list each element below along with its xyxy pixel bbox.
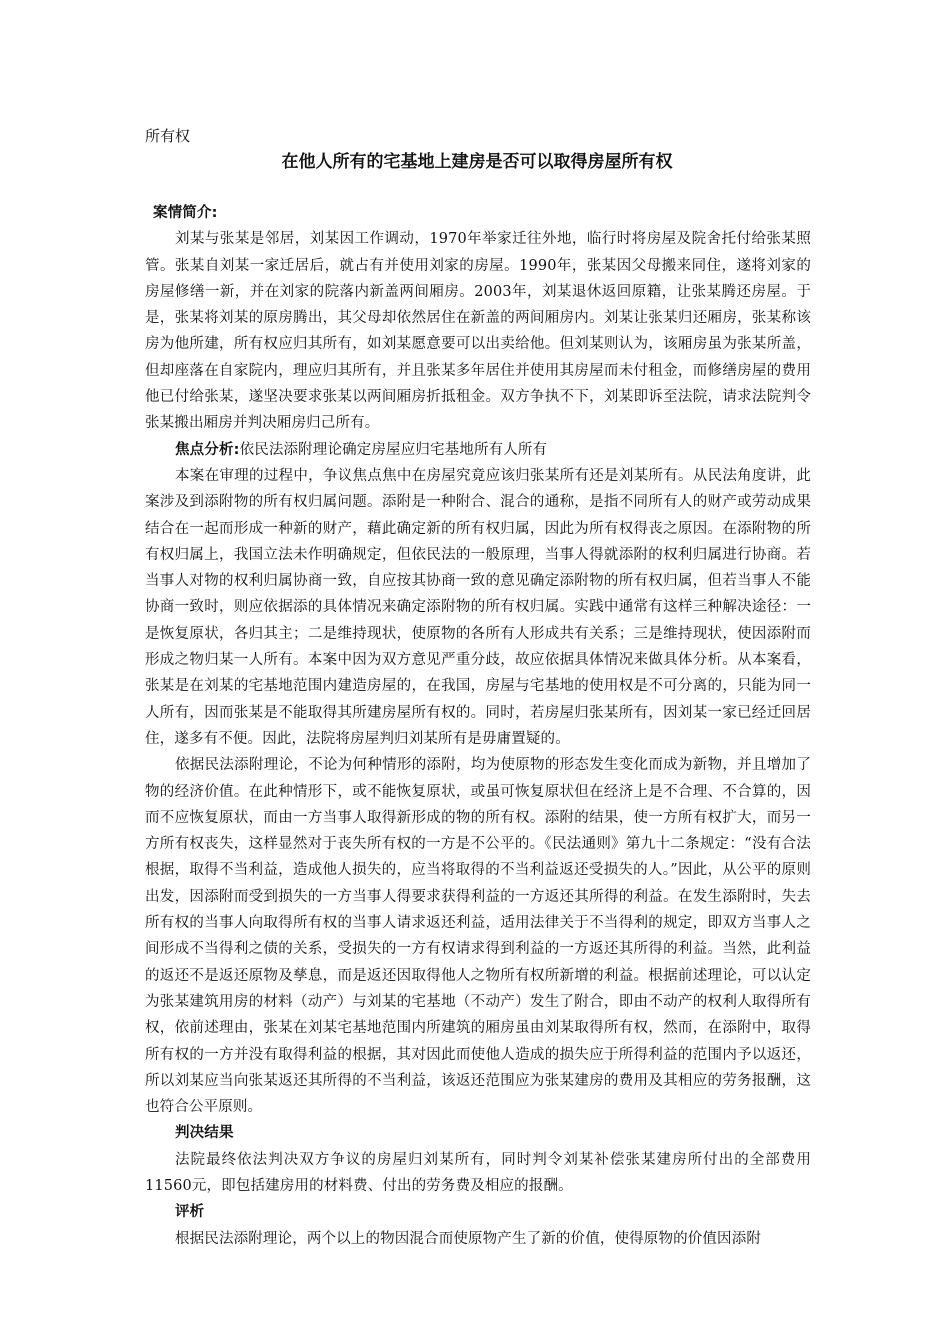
judgment-heading: 判决结果 [175,1125,234,1142]
focus-analysis-paragraph-1: 本案在审理的过程中，争议焦点焦中在房屋究竟应该归张某所有还是刘某所有。从民法角度讲，此案涉及到添附物的所有权归属问题。添附是一种附合、混合的通称，是指不同所有人的财产或劳动成果结合在一起而形成一种新的财产，藉此确定新的所有权归属，因此为所有权得丧之原因。在添附物的所有权归属上，我国立法未作明确规定，但依民法的一般原理，当事人得就添附的权利归属进行协商。若当事人对物的权利归属协商一致，自应按其协商一致的意见确定添附物的所有权归属，但若当事人不能协商一致时，则应依据添的具体情况来确定添附物的所有权归属。实践中通常有这样三种解决途径：一是恢复原状，各归其主；二是维持现状，使原物的各所有人形成共有关系；三是维持现状，使因添附而形成之物归某一人所有。本案中因为双方意见严重分歧，故应依据具体情况来做具体分析。从本案看，张某是在刘某的宅基地范围内建造房屋的，在我国，房屋与宅基地的使用权是不可分离的，只能为同一人所有，因而张某是不能取得其所建房屋所有权的。同时，若房屋归张某所有，因刘某一家已经迁回居住，遂多有不便。因此，法院将房屋判归刘某所有是毋庸置疑的。 [145,467,811,747]
focus-analysis-summary: 依民法添附理论确定房屋应归宅基地所有人所有 [239,441,548,458]
case-summary-heading: 案情简介: [153,205,218,221]
case-summary-paragraph: 刘某与张某是邻居，刘某因工作调动，1970年举家迁往外地，临行时将房屋及院舍托付给张某照管。张某自刘某一家迁居后，就占有并使用刘家的房屋。1990年，张某因父母搬来同住，遂将刘家的房屋修缮一新，并在刘家的院落内新盖两间厢房。2003年，刘某退休返回原籍，让张某腾还房屋。于是，张某将刘某的原房腾出，其父母却依然居住在新盖的两间厢房内。刘某让张某归还厢房，张某称该房为他所建，所有权应归其所有，如刘某愿意要可以出卖给他。但刘某则认为，该厢房虽为张某所盖，但却座落在自家院内，理应归其所有，并且张某多年居住并使用其房屋而未付租金，而修缮房屋的费用他已付给张某，遂坚决要求张某以两间厢房折抵租金。双方争执不下，刘某即诉至法院，请求法院判令张某搬出厢房并判决厢房归己所有。 [145,231,811,432]
document-body [145,200,811,1252]
focus-analysis-paragraph-2: 依据民法添附理论，不论为何种情形的添附，均为使原物的形态发生变化而成为新物，并且增加了物的经济价值。在此种情形下，或不能恢复原状，或虽可恢复原状但在经济上是不合理、不合算的，因而不应恢复原状，而由一方当事人取得新形成的物的所有权。添附的结果，使一方所有权扩大，而另一方所有权丧失，这样显然对于丧失所有权的一方是不公平的。《民法通则》第九十二条规定：“没有合法根据，取得不当利益，造成他人损失的，应当将取得的不当利益返还受损失的人。”因此，从公平的原则出发，因添附而受到损失的一方当事人得要求获得利益的一方返还其所得的利益。在发生添附时，失去所有权的当事人向取得所有权的当事人请求返还利益，适用法律关于不当得利的规定，即双方当事人之间形成不当得利之债的关系，受损失的一方有权请求得到利益的一方返还其所得的利益。当然，此利益的返还不是返还原物及孳息，而是返还因取得他人之物所有权所新增的利益。根据前述理论，可以认定为张某建筑用房的材料（动产）与刘某的宅基地（不动产）发生了附合，即由不动产的权利人取得所有权，依前述理由，张某在刘某宅基地范围内所建筑的厢房虽由刘某取得所有权，然而，在添附中，取得所有权的一方并没有取得利益的根据，其对因此而使他人造成的损失应于所得利益的范围内予以返还，所以刘某应当向张某返还其所得的不当利益，该返还范围应为张某建房的费用及其相应的劳务报酬，这也符合公平原则。 [145,757,811,1116]
focus-analysis-label: 焦点分析: [175,441,240,458]
document-category: 所有权 [145,127,191,145]
commentary-heading: 评析 [175,1204,205,1221]
commentary-paragraph: 根据民法添附理论，两个以上的物因混合而使原物产生了新的价值，使得原物的价值因添附 [175,1230,761,1247]
judgment-paragraph: 法院最终依法判决双方争议的房屋归刘某所有，同时判令刘某补偿张某建房所付出的全部费用11560元，即包括建房用的材料费、付出的劳务费及相应的报酬。 [145,1151,811,1194]
focus-analysis-line [145,437,811,463]
document-title: 在他人所有的宅基地上建房是否可以取得房屋所有权 [281,152,673,172]
